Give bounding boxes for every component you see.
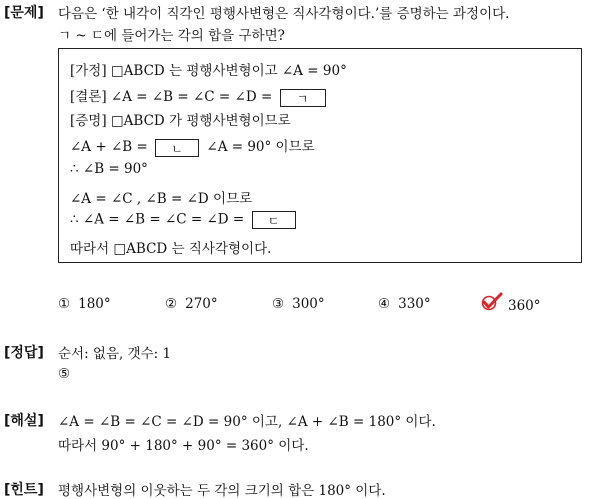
explanation-line2: 따라서 90° + 180° + 90° = 360° 이다.	[58, 438, 309, 454]
proof-step-b: ∴ ∠B = 90°	[70, 161, 148, 177]
choice-5[interactable]	[486, 296, 541, 314]
proof-assumption: [가정] □ABCD 는 평행사변형이고 ∠A = 90°	[70, 63, 347, 79]
choice-2[interactable]	[165, 296, 218, 312]
proof-step-sum	[70, 135, 315, 157]
hint-line1: 평행사변형의 이웃하는 두 각의 크기의 합은 180° 이다.	[58, 483, 386, 499]
proof-step-opposite: ∠A = ∠C , ∠B = ∠D 이므로	[70, 191, 253, 207]
choice-5-value: 360°	[508, 298, 541, 314]
explanation-tag: [해설]	[4, 413, 44, 429]
proof-final: 따라서 □ABCD 는 직사각형이다.	[70, 241, 272, 257]
answer-tag: [정답]	[4, 345, 44, 361]
choice-2-value: 270°	[185, 296, 218, 312]
choice-1[interactable]	[58, 296, 111, 312]
hint-tag: [힌트]	[4, 482, 44, 498]
problem-text-line1: 다음은 ‘한 내각이 직각인 평행사변형은 직사각형이다.’를 증명하는 과정이다.	[58, 6, 510, 22]
proof-conclusion-text: [결론] ∠A = ∠B = ∠C = ∠D =	[70, 89, 277, 105]
choice-4-value: 330°	[398, 296, 431, 312]
explanation-line1: ∠A = ∠B = ∠C = ∠D = 90° 이고, ∠A + ∠B = 180° 이다.	[58, 414, 436, 430]
answer-meta: 순서: 없음, 갯수: 1	[58, 346, 172, 362]
proof-step-all	[70, 211, 299, 229]
choice-3[interactable]	[272, 296, 325, 312]
blank-box-a: ㄱ	[280, 89, 326, 107]
blank-box-b: ㄴ	[155, 139, 199, 157]
choice-2-number: ②	[165, 296, 178, 312]
choice-4-number: ④	[378, 296, 391, 312]
choice-5-marker	[486, 296, 506, 310]
choice-1-value: 180°	[78, 296, 111, 312]
problem-tag: [문제]	[4, 5, 44, 21]
choice-3-number: ③	[272, 296, 285, 312]
answer-number: ⑤	[58, 366, 71, 382]
checkmark-icon	[480, 292, 504, 312]
problem-text-line2: ㄱ ~ ㄷ에 들어가는 각의 합을 구하면?	[58, 28, 285, 44]
choice-3-value: 300°	[292, 296, 325, 312]
blank-box-c: ㄷ	[252, 211, 296, 229]
proof-step-all-text: ∴ ∠A = ∠B = ∠C = ∠D =	[70, 211, 249, 228]
proof-box	[58, 48, 582, 263]
proof-start: [증명] □ABCD 가 평행사변형이므로	[70, 113, 291, 129]
choice-4[interactable]	[378, 296, 431, 312]
proof-step-sum-text: ∠A + ∠B =	[70, 139, 153, 155]
proof-conclusion	[70, 85, 329, 107]
choice-1-number: ①	[58, 296, 71, 312]
proof-step-sum-tail: ∠A = 90° 이므로	[202, 139, 315, 155]
